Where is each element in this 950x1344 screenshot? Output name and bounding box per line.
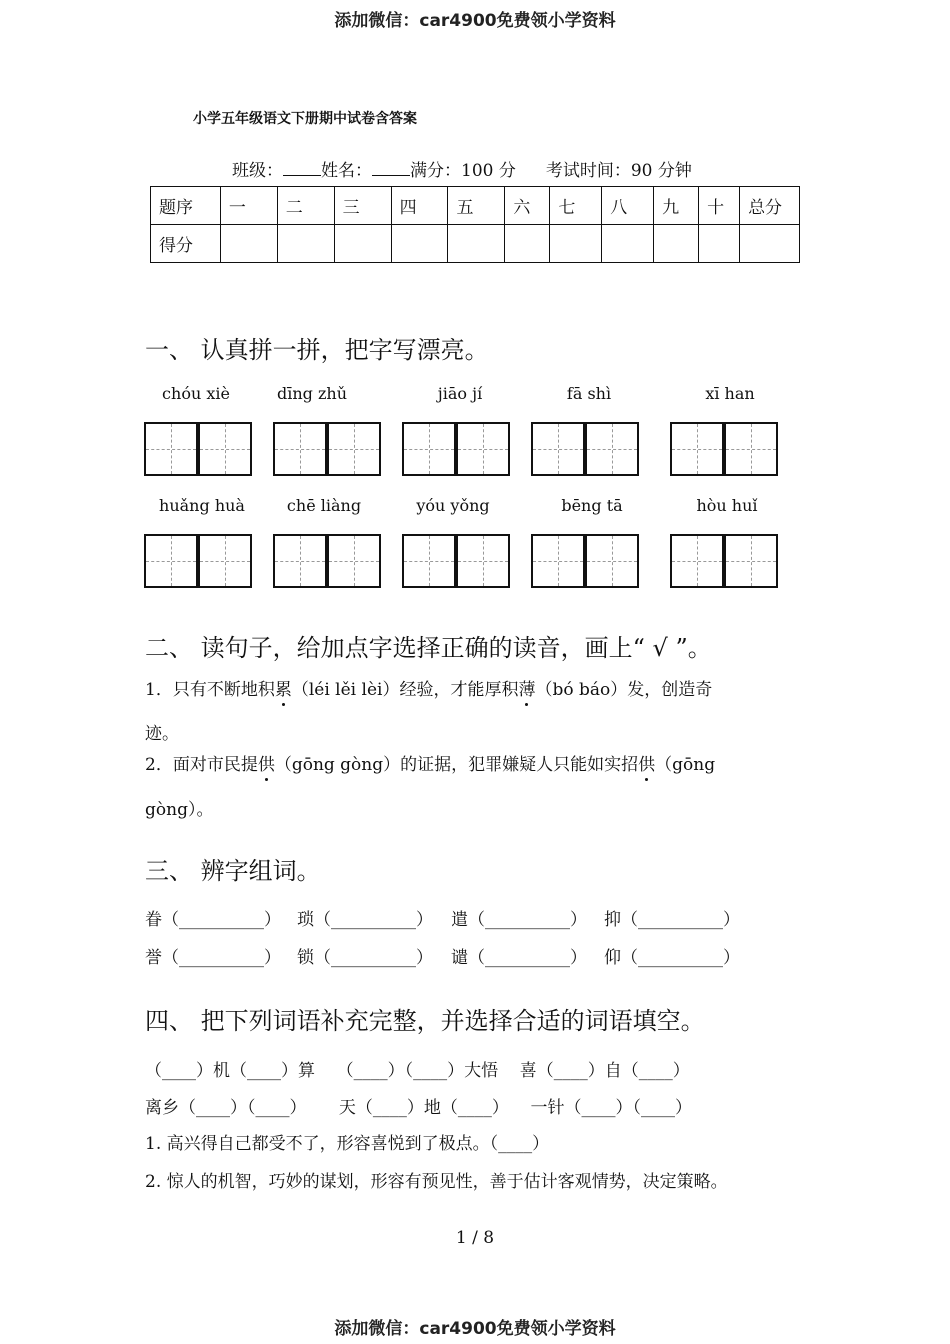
pinyin-label: chóu xiè [162, 384, 230, 403]
header-cell: 题序 [151, 187, 221, 225]
pinyin-label: bēng tā [561, 496, 623, 515]
writing-box[interactable] [273, 422, 327, 476]
writing-box[interactable] [724, 534, 778, 588]
word-blank[interactable]: （__________） [621, 910, 740, 930]
score-cell[interactable] [699, 225, 740, 263]
writing-box[interactable] [670, 422, 724, 476]
class-blank[interactable] [283, 161, 321, 176]
q-text: （gōng gòng）的证据，犯罪嫌疑人只能如实招 [274, 755, 639, 775]
pinyin-label: dīng zhǔ [276, 384, 348, 403]
writing-box[interactable] [456, 422, 510, 476]
score-cell[interactable] [505, 225, 550, 263]
question2-2-cont: gòng）。 [145, 800, 214, 820]
pinyin-label: xī han [705, 384, 755, 403]
score-cell[interactable] [391, 225, 448, 263]
header-cell: 总分 [740, 187, 800, 225]
score-cell[interactable] [448, 225, 505, 263]
question4-2: 2. 惊人的机智，巧妙的谋划，形容有预见性，善于估计客观情势，决定策略。 [145, 1172, 728, 1192]
q-text: 2．面对市民提 [145, 755, 258, 775]
word-item[interactable] [451, 943, 587, 968]
score-cell[interactable] [550, 225, 602, 263]
question4-1: 1. 高兴得自己都受不了，形容喜悦到了极点。（____） [145, 1134, 550, 1154]
writing-box[interactable] [198, 534, 252, 588]
word-blank[interactable]: （__________） [314, 910, 433, 930]
page-number: 1 / 8 [455, 1228, 495, 1248]
header-cell: 七 [550, 187, 602, 225]
pinyin-label: chē liàng [286, 496, 362, 515]
dotted-char: 薄 [518, 680, 536, 700]
score-row-label: 得分 [151, 225, 221, 263]
writing-box[interactable] [327, 422, 381, 476]
word-blank[interactable]: （__________） [468, 948, 587, 968]
writing-box[interactable] [670, 534, 724, 588]
header-cell: 八 [602, 187, 654, 225]
exam-info-line [232, 156, 692, 181]
word-blank[interactable]: （__________） [314, 948, 433, 968]
word-item[interactable] [297, 943, 433, 968]
score-cell[interactable] [334, 225, 391, 263]
char: 谴 [451, 948, 468, 968]
document-title: 小学五年级语文下册期中试卷含答案 [193, 111, 417, 127]
word-item[interactable] [451, 905, 587, 930]
full-score: 满分：100 分 [410, 161, 516, 181]
dotted-char: 累 [274, 680, 292, 700]
dotted-char: 供 [638, 755, 656, 775]
writing-box[interactable] [585, 534, 639, 588]
q-text: 1．只有不断地积 [145, 680, 275, 700]
section3-title: 三、 辨字组词。 [145, 857, 321, 885]
pinyin-label: fā shì [566, 384, 612, 403]
question2-1 [145, 675, 712, 700]
pinyin-label: huǎng huà [159, 496, 245, 515]
pinyin-label: jiāo jí [437, 384, 483, 403]
score-table-header-row [151, 187, 800, 225]
question2-2 [145, 750, 715, 775]
char: 琐 [297, 910, 314, 930]
question2-1-cont: 迹。 [145, 724, 179, 744]
word-blank[interactable]: （__________） [468, 910, 587, 930]
section4-title: 四、 把下列词语补充完整，并选择合适的词语填空。 [145, 1007, 705, 1035]
char: 遣 [451, 910, 468, 930]
exam-time: 考试时间：90 分钟 [545, 161, 692, 181]
section1-title: 一、 认真拼一拼，把字写漂亮。 [145, 336, 489, 364]
header-cell: 四 [391, 187, 448, 225]
idiom-line-1[interactable]: （____）机（____）算 （____）（____）大悟 喜（____）自（____） [145, 1061, 690, 1081]
writing-box[interactable] [198, 422, 252, 476]
writing-box[interactable] [456, 534, 510, 588]
char: 誉 [145, 948, 162, 968]
char: 抑 [604, 910, 621, 930]
char: 眷 [145, 910, 162, 930]
score-cell[interactable] [654, 225, 699, 263]
header-cell: 二 [277, 187, 334, 225]
char: 锁 [297, 948, 314, 968]
q-text: （gōng [655, 755, 716, 775]
writing-box[interactable] [585, 422, 639, 476]
name-label: 姓名： [321, 161, 372, 181]
bottom-banner: 添加微信：car4900免费领小学资料 [334, 1319, 616, 1339]
score-cell[interactable] [220, 225, 277, 263]
header-cell: 十 [699, 187, 740, 225]
char: 仰 [604, 948, 621, 968]
score-cell[interactable] [740, 225, 800, 263]
word-item[interactable] [297, 905, 433, 930]
header-cell: 五 [448, 187, 505, 225]
score-cell[interactable] [277, 225, 334, 263]
word-blank[interactable]: （__________） [621, 948, 740, 968]
writing-box[interactable] [144, 534, 198, 588]
writing-box[interactable] [327, 534, 381, 588]
header-cell: 一 [220, 187, 277, 225]
score-cell[interactable] [602, 225, 654, 263]
word-item[interactable] [604, 905, 740, 930]
header-cell: 九 [654, 187, 699, 225]
word-blank[interactable]: （__________） [162, 948, 281, 968]
writing-box[interactable] [144, 422, 198, 476]
top-banner: 添加微信：car4900免费领小学资料 [334, 11, 616, 31]
word-blank[interactable]: （__________） [162, 910, 281, 930]
header-cell: 六 [505, 187, 550, 225]
pinyin-label: yóu yǒng [416, 496, 490, 515]
writing-box[interactable] [273, 534, 327, 588]
word-item[interactable] [145, 905, 281, 930]
writing-box[interactable] [724, 422, 778, 476]
writing-box[interactable] [402, 534, 456, 588]
class-label: 班级： [232, 161, 283, 181]
dotted-char: 供 [257, 755, 275, 775]
header-cell: 三 [334, 187, 391, 225]
name-blank[interactable] [372, 161, 410, 176]
writing-box[interactable] [531, 534, 585, 588]
writing-box[interactable] [402, 422, 456, 476]
pinyin-label: hòu huǐ [696, 496, 758, 515]
word-item[interactable] [604, 943, 740, 968]
q-text: （léi lěi lèi）经验，才能厚积 [291, 680, 519, 700]
writing-box[interactable] [531, 422, 585, 476]
q-text: （bó báo）发，创造奇 [535, 680, 713, 700]
section2-title: 二、 读句子，给加点字选择正确的读音，画上“ √ ”。 [145, 634, 712, 662]
word-item[interactable] [145, 943, 281, 968]
idiom-line-2[interactable]: 离乡（____）（____） 天（____）地（____） 一针（____）（____） [145, 1098, 693, 1118]
score-table [150, 186, 800, 263]
score-table-score-row [151, 225, 800, 263]
